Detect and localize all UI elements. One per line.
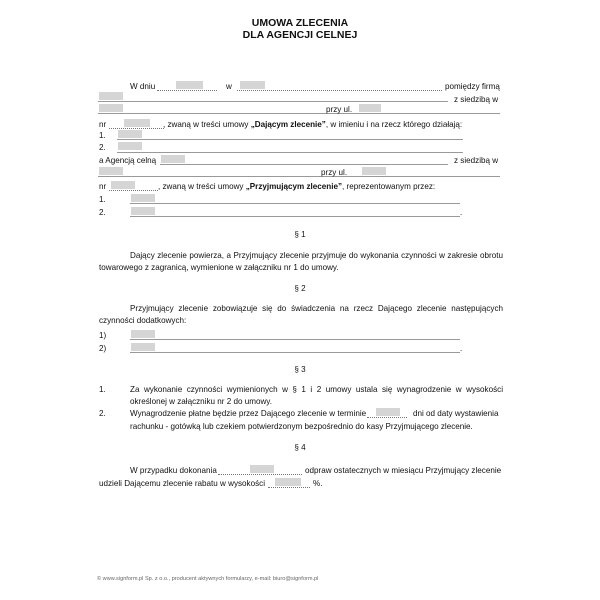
agency-number-field[interactable] (111, 181, 135, 189)
agency-rep-1-number: 1. (99, 195, 106, 204)
section-2-heading: § 2 (294, 284, 306, 293)
document-title-line2: DLA AGENCJI CELNEJ (242, 29, 358, 41)
agency-number-underline (109, 190, 158, 191)
payment-term-underline (367, 417, 407, 418)
company-name-field[interactable] (99, 92, 123, 100)
payment-term-field[interactable] (376, 408, 400, 416)
section-4-heading: § 4 (294, 443, 306, 452)
number-field[interactable] (124, 119, 150, 127)
document-title-line1: UMOWA ZLECENIA (251, 17, 349, 29)
discount-field[interactable] (275, 478, 301, 486)
section-3-point-1-text: Za wykonanie czynności wymienionych w § 1 i 2 umowy ustala się wynagrodzenie w wysokości określonej w załączniku nr 2 do umowy. (130, 385, 503, 406)
client-designation: , zwaną w treści umowy „Dającym zlecenie”, w imieniu i na rzecz którego działają: (163, 120, 463, 129)
label-pomiedzy-firma: pomiędzy firmą (445, 82, 500, 91)
agency-rep-2-dot: . (460, 208, 463, 217)
section-3-point-2-text-end: dni od daty wystawienia (413, 409, 499, 418)
number-underline (109, 128, 164, 129)
agency-rep-1-field[interactable] (131, 194, 155, 202)
discount-underline (268, 487, 310, 488)
date-underline (157, 90, 217, 91)
place-field[interactable] (240, 81, 265, 89)
clearances-count-field[interactable] (250, 465, 274, 473)
section-4-percent-sign: %. (313, 479, 323, 488)
agency-city-field[interactable] (99, 167, 123, 175)
section-3-point-2-number: 2. (99, 409, 106, 418)
agency-underline (160, 164, 448, 165)
section-1-text: Dający zlecenie powierza, a Przyjmujący zlecenie przyjmuje do wykonania czynności w zakresie obrotu towarowego z zagranicą, wymienione w załączniku nr 1 do umowy. (99, 251, 503, 272)
section-2-item-2-number: 2) (99, 344, 107, 353)
section-4-text-line2: udzieli Dającemu zlecenie rabatu w wysokości (99, 479, 265, 488)
section-2-item-2-field[interactable] (131, 343, 155, 351)
section-2-text: Przyjmujący zlecenie zobowiązuje się do świadczenia na rzecz Dającego zlecenie następujących czynności dodatkowych: (99, 304, 503, 325)
label-z-siedziba: z siedzibą w (454, 95, 499, 104)
label-przy-ul: przy ul. (326, 105, 353, 114)
agency-address-underline (98, 176, 500, 177)
section-2-item-1-underline (130, 339, 460, 340)
company-underline (98, 101, 448, 102)
seat-city-field[interactable] (99, 104, 123, 112)
label-przy-ul-2: przy ul. (321, 168, 348, 177)
representative-2-field[interactable] (118, 142, 142, 150)
label-nr: nr (99, 120, 107, 129)
section-3-point-2-text-start: Wynagrodzenie płatne będzie przez Dającego zlecenie w terminie (130, 409, 367, 418)
clearances-count-underline (218, 474, 302, 475)
label-w-dniu: W dniu (130, 82, 156, 91)
section-3-point-1-number: 1. (99, 385, 106, 394)
representative-1-underline (117, 139, 463, 140)
section-2-item-2-underline (130, 352, 460, 353)
agency-rep-2-number: 2. (99, 208, 106, 217)
section-4-text-start: W przypadku dokonania (130, 466, 217, 475)
agency-rep-2-field[interactable] (131, 207, 155, 215)
agency-designation: , zwaną w treści umowy „Przyjmującym zlecenie”, reprezentowanym przez: (158, 182, 436, 191)
representative-2-underline (117, 152, 463, 153)
place-underline (237, 90, 442, 91)
section-1-heading: § 1 (294, 230, 306, 239)
address-underline (98, 113, 500, 114)
street-field[interactable] (359, 104, 381, 112)
section-4-text-mid: odpraw ostatecznych w miesiącu Przyjmujący zlecenie (305, 466, 502, 475)
agency-rep-1-underline (130, 203, 460, 204)
representative-1-number: 1. (99, 131, 106, 140)
agency-name-field[interactable] (161, 155, 185, 163)
agency-street-field[interactable] (362, 167, 386, 175)
section-3-heading: § 3 (294, 365, 306, 374)
label-nr-2: nr (99, 182, 107, 191)
section-3-point-2-text-line2: rachunku - gotówką lub czekiem potwierdzonym bezpośrednio do kasy Przyjmującego zlecenie. (130, 422, 473, 431)
section-2-item-1-number: 1) (99, 331, 107, 340)
representative-2-number: 2. (99, 143, 106, 152)
section-2-item-1-field[interactable] (131, 330, 155, 338)
label-agencja-celna: a Agencją celną (99, 156, 157, 165)
agency-rep-2-underline (130, 216, 460, 217)
label-z-siedziba-2: z siedzibą w (454, 156, 499, 165)
label-w: w (226, 82, 232, 91)
representative-1-field[interactable] (118, 130, 142, 138)
section-2-item-2-dot: . (460, 344, 463, 353)
date-field[interactable] (176, 81, 203, 89)
footer-copyright: © www.signform.pl Sp. z o.o., producent aktywnych formularzy, e-mail: biuro@signform.pl (97, 576, 319, 582)
